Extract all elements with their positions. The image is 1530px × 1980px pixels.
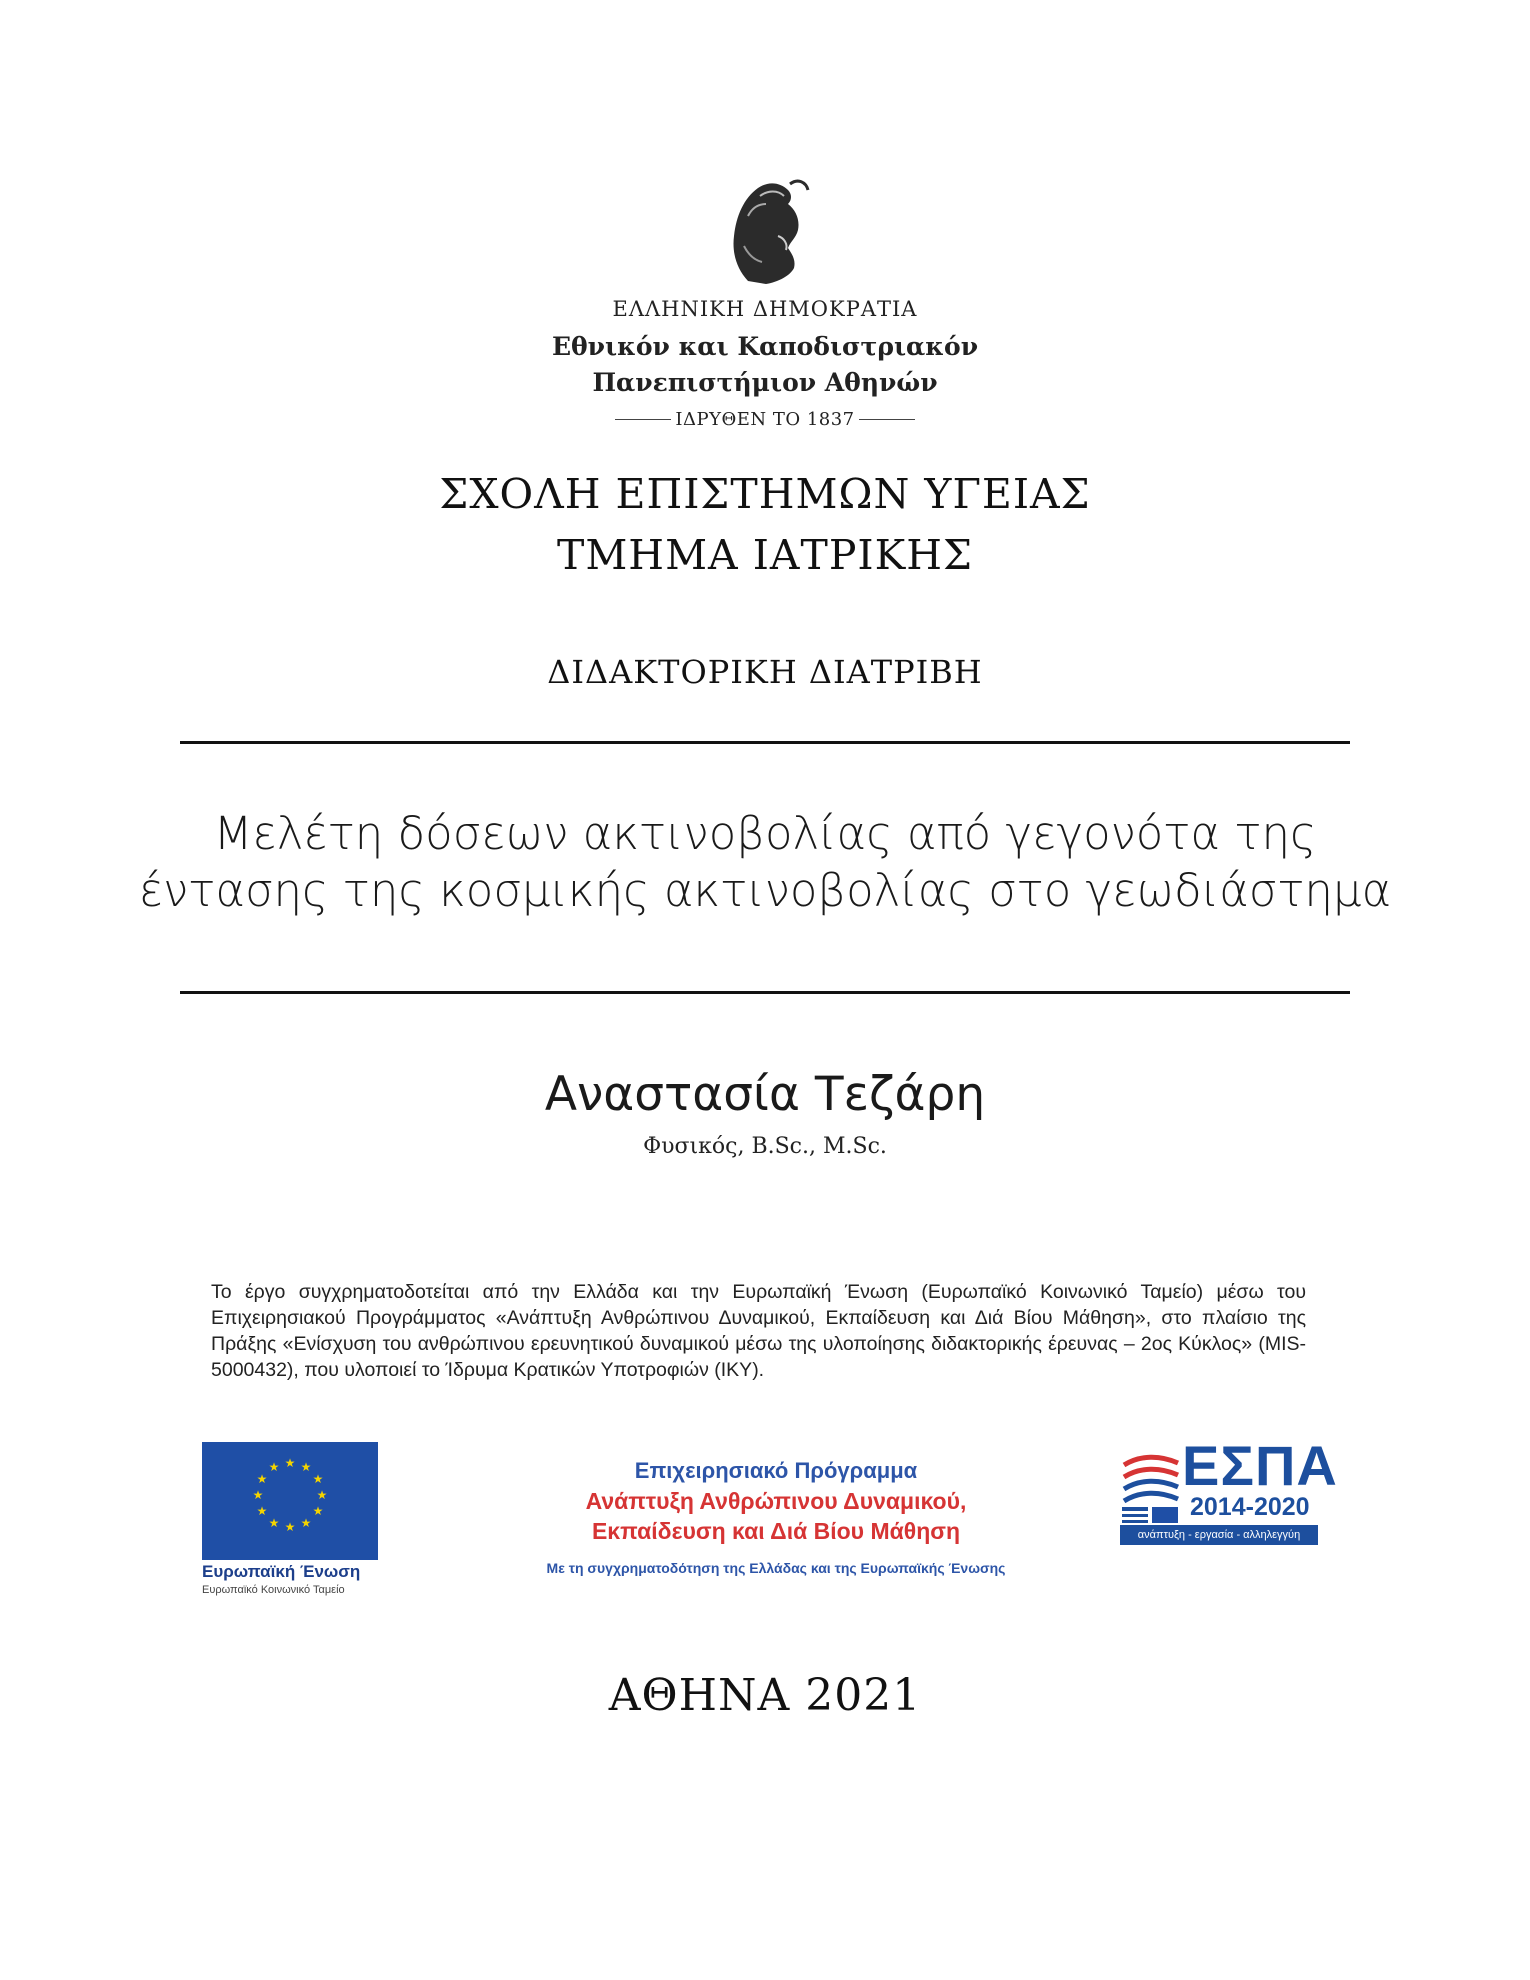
svg-text:★: ★ [300,1516,312,1530]
eu-flag-icon [202,1442,378,1560]
title-top-divider [180,741,1350,744]
op-line1: Επιχειρησιακό Πρόγραμμα [634,1458,918,1483]
svg-text:★: ★ [284,1520,296,1534]
university-name-line1: Εθνικόν και Καποδιστριακόν [551,332,979,361]
university-country-line: ΕΛΛΗΝΙΚΗ ΔΗΜΟΚΡΑΤΙΑ [612,297,918,321]
founded-left-rule [615,419,671,420]
svg-text:★: ★ [312,1472,324,1486]
espa-years: 2014-2020 [1190,1493,1310,1521]
espa-title: ΕΣΠΑ [1182,1434,1338,1497]
svg-text:★: ★ [256,1472,268,1486]
op-line2: Ανάπτυξη Ανθρώπινου Δυναμικού, [585,1488,967,1514]
espa-tagline: ανάπτυξη - εργασία - αλληλεγγύη [1120,1525,1318,1545]
eu-logo [202,1442,378,1596]
svg-text:★: ★ [284,1456,296,1470]
svg-text:★: ★ [312,1504,324,1518]
espa-swoosh-icon [1120,1441,1182,1525]
thesis-title-line1: Μελέτη δόσεων ακτινοβολίας από γεγονότα της [213,807,1317,860]
svg-text:★: ★ [300,1460,312,1474]
funding-statement: Το έργο συγχρηματοδοτείται από την Ελλάδα και την Ευρωπαϊκή Ένωση (Ευρωπαϊκό Κοινωνικό Ταμείο) μέσω του Επιχειρησιακού Προγράμματος «Ανάπτυξη Ανθρώπινου Δυναμικού, Εκπαίδευση και Διά Βίου Μάθηση», στο πλαίσιο της Πράξης «Ενίσχυση του ανθρώπινου ερευνητικού δυναμικού μέσω της υλοποίησης διδακτορικής έρευνας – 2ος Κύκλος» (MIS-5000432), που υλοποιεί το Ίδρυμα Κρατικών Υποτροφιών (ΙΚΥ). [211,1281,1306,1381]
author-degrees: Φυσικός, B.Sc., M.Sc. [643,1134,887,1159]
thesis-title-line2: έντασης της κοσμικής ακτινοβολίας στο γεωδιάστημα [138,864,1392,917]
svg-text:★: ★ [268,1460,280,1474]
university-founded [0,409,1530,430]
university-emblem-athena-icon [718,176,812,288]
title-bottom-divider [180,991,1350,994]
op-cofunding-line: Με τη συγχρηματοδότηση της Ελλάδας και της Ευρωπαϊκής Ένωσης [546,1560,1006,1576]
founded-text: ΙΔΡΥΘΕΝ ΤΟ 1837 [675,409,855,430]
svg-text:★: ★ [256,1504,268,1518]
op-line3: Εκπαίδευση και Διά Βίου Μάθηση [591,1518,961,1544]
place-and-year: ΑΘΗΝΑ 2021 [608,1670,922,1721]
university-name-line2: Πανεπιστήμιον Αθηνών [592,368,938,397]
document-type: ΔΙΔΑΚΤΟΡΙΚΗ ΔΙΑΤΡΙΒΗ [547,653,983,691]
department-name: ΤΜΗΜΑ ΙΑΤΡΙΚΗΣ [556,531,973,579]
operational-programme-logo [486,1456,1066,1586]
eu-stars-icon [202,1442,378,1560]
svg-text:★: ★ [316,1488,328,1502]
founded-right-rule [859,419,915,420]
eu-sublabel: Ευρωπαϊκό Κοινωνικό Ταμείο [202,1584,345,1596]
school-name: ΣΧΟΛΗ ΕΠΙΣΤΗΜΩΝ ΥΓΕΙΑΣ [439,470,1091,518]
svg-text:★: ★ [268,1516,280,1530]
eu-label: Ευρωπαϊκή Ένωση [202,1562,361,1581]
espa-logo [1120,1434,1338,1553]
author-name: Αναστασία Τεζάρη [544,1067,986,1122]
svg-text:★: ★ [252,1488,264,1502]
